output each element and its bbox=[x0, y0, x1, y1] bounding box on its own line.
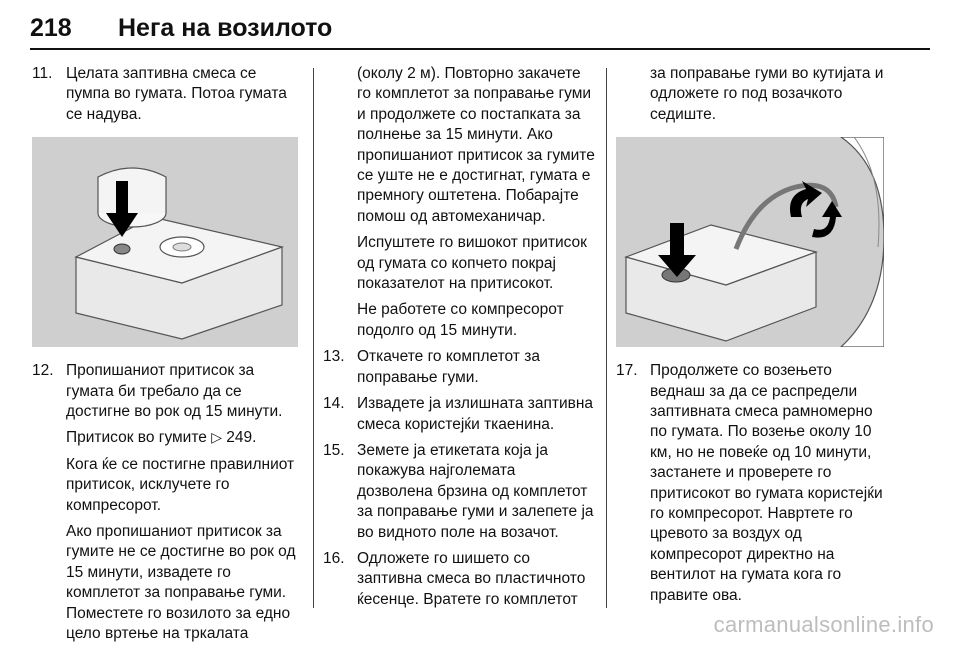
step-text: Одложете го шишето со заптивна смеса во пластичното ќесенце. Вратете го комплетот bbox=[357, 549, 586, 608]
page-title: Нега на возилото bbox=[118, 14, 333, 42]
page-ref-icon: ▷ bbox=[211, 430, 222, 447]
step-number: 13. bbox=[323, 348, 345, 366]
step-12 bbox=[32, 361, 302, 422]
column-1 bbox=[32, 64, 302, 651]
para-not-reached: Ако пропишаниот притисок за гумите не се достигне во рок од 15 минути, извадете го комплетот за поправање гуми. Поместете го возилото за едно цело вртење на тркалата bbox=[66, 523, 296, 643]
para-release-pressure: Испуштете го вишокот притисок од гумата со копчето покрај показателот на притисокот. bbox=[357, 234, 587, 293]
reference-page[interactable]: 249. bbox=[226, 429, 257, 447]
page-header bbox=[30, 12, 930, 48]
watermark: carmanualsonline.info bbox=[713, 612, 934, 637]
sealant-bottle bbox=[98, 168, 166, 213]
step-number: 16. bbox=[323, 549, 345, 567]
compressor-hose-illustration bbox=[616, 137, 884, 347]
step-text: Целата заптивна смеса се пумпа во гумата. Потоа гумата се надува. bbox=[66, 65, 287, 123]
pressure-reference bbox=[32, 428, 302, 448]
step-number: 11. bbox=[32, 65, 53, 82]
step-13 bbox=[323, 347, 595, 388]
step-14 bbox=[323, 394, 595, 435]
step-text: Пропишаниот притисок за гумата би требало да се достигне во рок од 15 минути. bbox=[66, 362, 283, 421]
step-text: Откачете го комплетот за поправање гуми. bbox=[357, 348, 540, 386]
gauge-center bbox=[173, 243, 191, 251]
column-divider-2 bbox=[606, 68, 607, 608]
step-15 bbox=[323, 441, 595, 543]
step-text: Продолжете со возењето веднаш за да се распредели заптивната смеса рамномерно по гумата. По возење околу 10 км, но не повеќе од 10 минути, застанете и проверете го притисокот во гумата користејќи го компресорот. Навртете го цревото за воздух од компресорот директно на вентилот на гумата кога го правите ова. bbox=[650, 362, 883, 604]
reference-text: Притисок во гумите bbox=[66, 429, 207, 447]
on-off-button bbox=[114, 244, 130, 254]
para-continued: за поправање гуми во кутијата и одложете го под возачкото седиште. bbox=[650, 65, 884, 123]
step-11 bbox=[32, 64, 302, 125]
step-number: 14. bbox=[323, 395, 345, 413]
column-3 bbox=[616, 64, 890, 612]
step-text: Земете ја етикетата која ја покажува најголемата дозволена брзина од комплетот за поправање гуми и залепете ја во видното поле на возачот. bbox=[357, 441, 594, 541]
column-divider-1 bbox=[313, 68, 314, 608]
para-switch-off: Кога ќе се постигне правилниот притисок, исклучете го компресорот. bbox=[66, 455, 295, 514]
para-max-time: Не работете со компресорот подолго од 15 минути. bbox=[357, 301, 564, 339]
page-number: 218 bbox=[30, 14, 72, 42]
step-17 bbox=[616, 361, 890, 606]
column-2 bbox=[323, 64, 595, 616]
header-rule bbox=[30, 48, 930, 50]
para-continued: (околу 2 м). Повторно закачете го комплетот за поправање гуми и продолжете со постапката за полнење за 15 минути. Ако пропишаниот притисок за гумите се уште не е достигнат, гумата е премногу оштетена. Побарајте помош од автомеханичар. bbox=[357, 65, 595, 225]
step-text: Извадете ја излишната заптивна смеса користејќи ткаенина. bbox=[357, 395, 594, 433]
step-16 bbox=[323, 549, 595, 610]
step-number: 15. bbox=[323, 441, 345, 459]
step-number: 12. bbox=[32, 362, 54, 380]
step-number: 17. bbox=[616, 362, 638, 380]
compressor-button-illustration bbox=[32, 137, 298, 347]
